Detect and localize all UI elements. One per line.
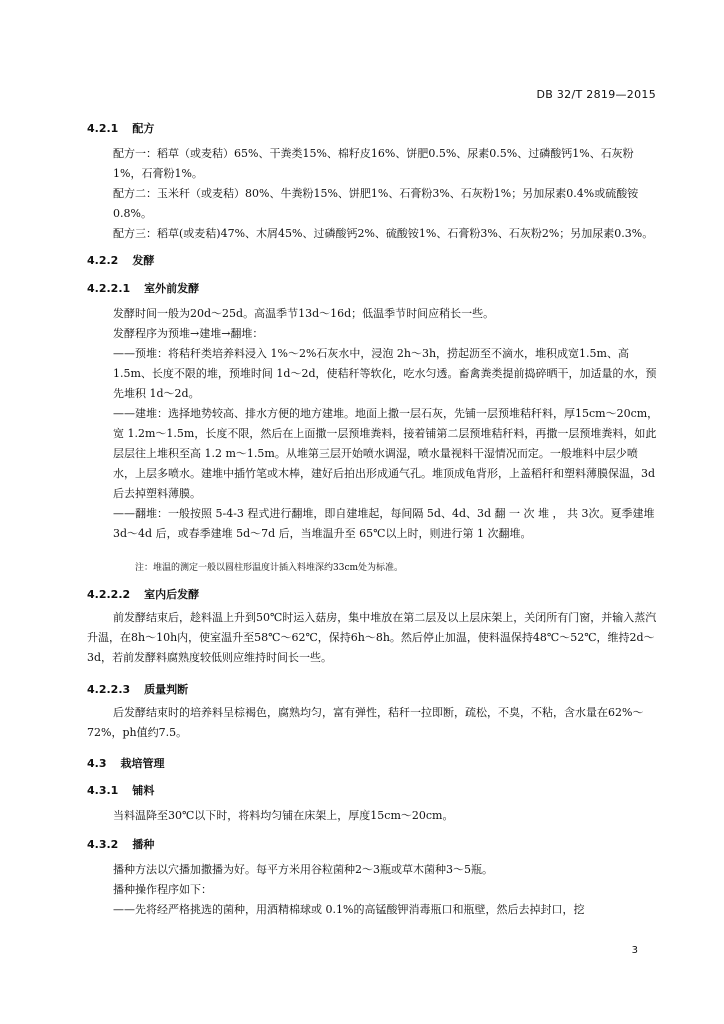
section-title: 栽培管理: [120, 757, 165, 770]
sowing-procedure-text: 播种操作程序如下：: [113, 883, 212, 896]
section-4-2-2-heading: [87, 252, 154, 268]
note-text: 注：堆温的测定一般以圆柱形温度计插入料堆深约33cm处为标准。: [135, 563, 404, 573]
section-number: 4.2.1: [87, 122, 119, 135]
section-title: 发酵: [132, 254, 155, 267]
section-4-2-2-2-heading: [87, 586, 199, 602]
laying-text: 当料温降至30℃以下时，将料均匀铺在床架上，厚度15cm～20cm。: [113, 809, 454, 822]
section-title: 配方: [132, 122, 155, 135]
section-number: 4.2.2.2: [87, 588, 131, 601]
turn-stack-item: ——翻堆：一般按照 5-4-3 程式进行翻堆，即自建堆起，每间隔 5d、4d、3d 翻 一 次 堆 ， 共 3次。夏季建堆 3d～4d 后，或春季建堆 5d～7d 后，当堆温升至 65℃以上时，则进行第 1 次翻堆。: [113, 507, 655, 540]
section-title: 质量判断: [144, 683, 189, 696]
page-number: 3: [631, 945, 638, 956]
section-title: 室内后发酵: [144, 588, 200, 601]
section-4-2-2-3-heading: [87, 681, 188, 697]
pre-stack-item: ——预堆：将秸秆类培养料浸入 1%～2%石灰水中，浸泡 2h～3h，捞起沥至不滴水，堆积成宽1.5m、高 1.5m、长度不限的堆，预堆时间 1d～2d，使秸秆等软化，吃水匀透。畜禽粪类提前捣碎晒干，加适量的水，预先堆积 1d～2d。: [113, 347, 657, 400]
fermentation-procedure-text: 发酵程序为预堆→建堆→翻堆：: [113, 327, 264, 340]
sowing-method-text: 播种方法以穴播加撒播为好。每平方米用谷粒菌种2～3瓶或草木菌种3～5瓶。: [113, 863, 493, 876]
formula-2: 配方二：玉米秆（或麦秸）80%、牛粪粉15%、饼肥1%、石膏粉3%、石灰粉1%；另加尿素0.4%或硫酸铵0.8%。: [113, 187, 639, 220]
section-title: 铺料: [132, 784, 155, 797]
formula-3: 配方三：稻草(或麦秸)47%、木屑45%、过磷酸钙2%、硫酸铵1%、石膏粉3%、石灰粉2%；另加尿素0.3%。: [113, 227, 654, 240]
section-4-2-2-1-heading: [87, 280, 199, 296]
indoor-fermentation-text: 前发酵结束后，趁料温上升到50℃时运入菇房，集中堆放在第二层及以上层床架上，关闭所有门窗，并输入蒸汽升温，在8h～10h内，使室温升至58℃～62℃，保持6h～8h。然后停止加温，使料温保持48℃～52℃，维持2d～3d，若前发酵料腐熟度较低则应维持时间长一些。: [87, 611, 657, 664]
build-stack-item: ——建堆：选择地势较高、排水方便的地方建堆。地面上撒一层石灰，先铺一层预堆秸秆料，厚15cm～20cm，宽 1.2m～1.5m，长度不限，然后在上面撒一层预堆粪料，接着铺第二层预堆秸秆料，再撒一层预堆粪料，如此层层往上堆积至高 1.2 m～1.5m。从堆第三层开始喷水调湿，喷水量视料干湿情况而定。一般堆料中层少喷水，上层多喷水。建堆中插竹笔或木棒，建好后拍出形成通气孔。堆顶成龟背形，上盖稻秆和塑料薄膜保温，3d 后去掉塑料薄膜。: [113, 407, 659, 500]
section-number: 4.3.2: [87, 838, 119, 851]
section-number: 4.3: [87, 757, 107, 770]
section-number: 4.2.2.1: [87, 282, 131, 295]
section-4-3-heading: [87, 755, 165, 771]
section-number: 4.2.2.3: [87, 683, 131, 696]
section-4-3-2-heading: [87, 836, 154, 852]
quality-text: 后发酵结束时的培养料呈棕褐色，腐熟均匀，富有弹性，秸秆一拉即断，疏松，不臭，不粘，含水量在62%～72%，ph值约7.5。: [87, 706, 644, 739]
section-4-2-1-heading: [87, 120, 154, 136]
document-id: DB 32/T 2819—2015: [536, 88, 656, 101]
section-number: 4.2.2: [87, 254, 119, 267]
formula-1: 配方一：稻草（或麦秸）65%、干粪类15%、棉籽皮16%、饼肥0.5%、尿素0.5%、过磷酸钙1%、石灰粉1%，石膏粉1%。: [113, 147, 634, 180]
section-title: 播种: [132, 838, 155, 851]
section-number: 4.3.1: [87, 784, 119, 797]
sowing-step-item: ——先将经严格挑选的菌种，用酒精棉球或 0.1%的高锰酸钾消毒瓶口和瓶壁，然后去掉封口，挖: [113, 903, 585, 916]
fermentation-time-text: 发酵时间一般为20d～25d。高温季节13d～16d；低温季节时间应稍长一些。: [113, 307, 495, 320]
section-title: 室外前发酵: [144, 282, 200, 295]
section-4-3-1-heading: [87, 782, 154, 798]
